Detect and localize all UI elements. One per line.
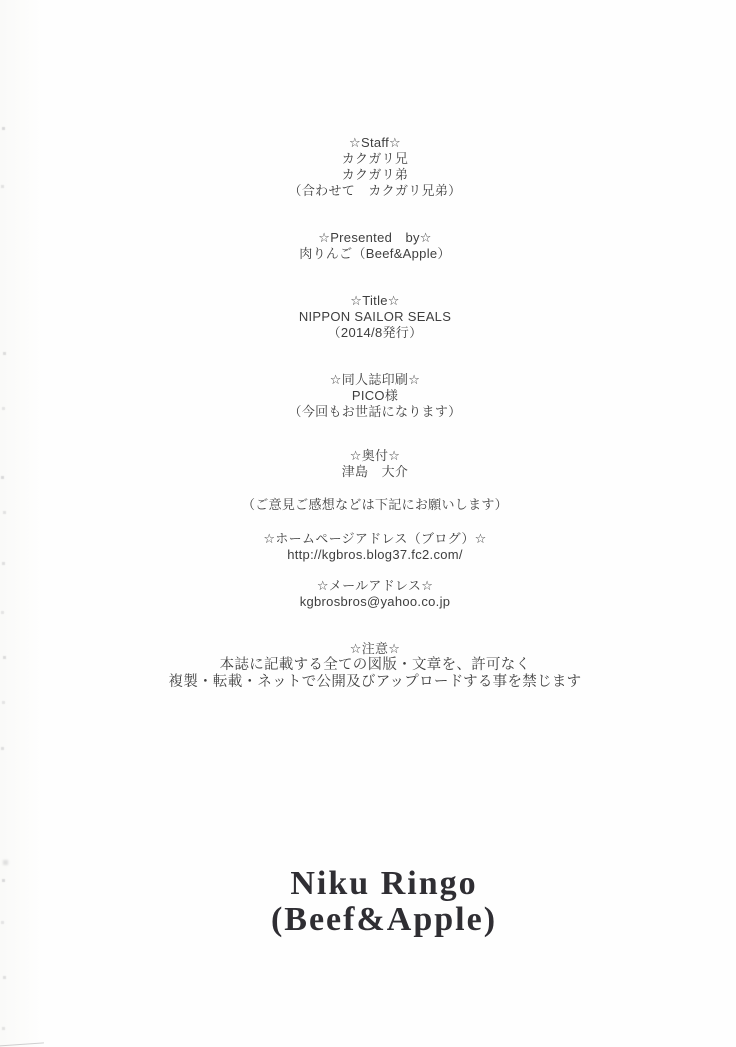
presented-by-section [14,230,736,262]
staff-section [14,135,736,199]
homepage-url: http://kgbros.blog37.fc2.com/ [287,547,463,562]
circle-logo-english: (Beef&Apple) [270,901,498,938]
notice-line-1: 本誌に記載する全ての図版・文章を、許可なく [219,657,531,673]
email-section [14,578,736,610]
feedback-section [14,497,736,513]
notice-section [14,641,736,690]
printer-section [14,372,736,420]
printer-name: PICO様 [351,388,399,403]
staff-heading: ☆Staff☆ [349,135,401,150]
printer-note: （今回もお世話になります） [288,404,462,419]
circle-name: 肉りんご（Beef&Apple） [299,246,451,261]
circle-logo-romaji: Niku Ringo [290,865,478,902]
email-address: kgbrosbros@yahoo.co.jp [299,594,451,609]
homepage-section [14,531,736,563]
staff-combined-name: （合わせて カクガリ兄弟） [288,183,462,198]
notice-line-2: 複製・転載・ネットで公開及びアップロードする事を禁じます [168,673,582,690]
staff-member-2: カクガリ弟 [341,167,409,182]
circle-logo [14,866,736,938]
book-title: NIPPON SAILOR SEALS [298,309,452,324]
scan-corner-artifact [0,1042,44,1046]
publication-date: （2014/8発行） [327,325,423,340]
email-heading: ☆メールアドレス☆ [316,578,434,593]
imprint-heading: ☆奥付☆ [349,448,401,463]
notice-heading: ☆注意☆ [349,641,401,656]
author-name: 津島 大介 [341,464,409,479]
title-section [14,293,736,341]
printer-heading: ☆同人誌印刷☆ [329,372,421,387]
homepage-heading: ☆ホームページアドレス（ブログ）☆ [263,531,487,546]
staff-member-1: カクガリ兄 [341,151,409,166]
title-heading: ☆Title☆ [350,293,400,308]
feedback-note: （ご意見ご感想などは下記にお願いします） [241,497,508,512]
presented-by-heading: ☆Presented by☆ [318,230,432,245]
imprint-section [14,448,736,480]
